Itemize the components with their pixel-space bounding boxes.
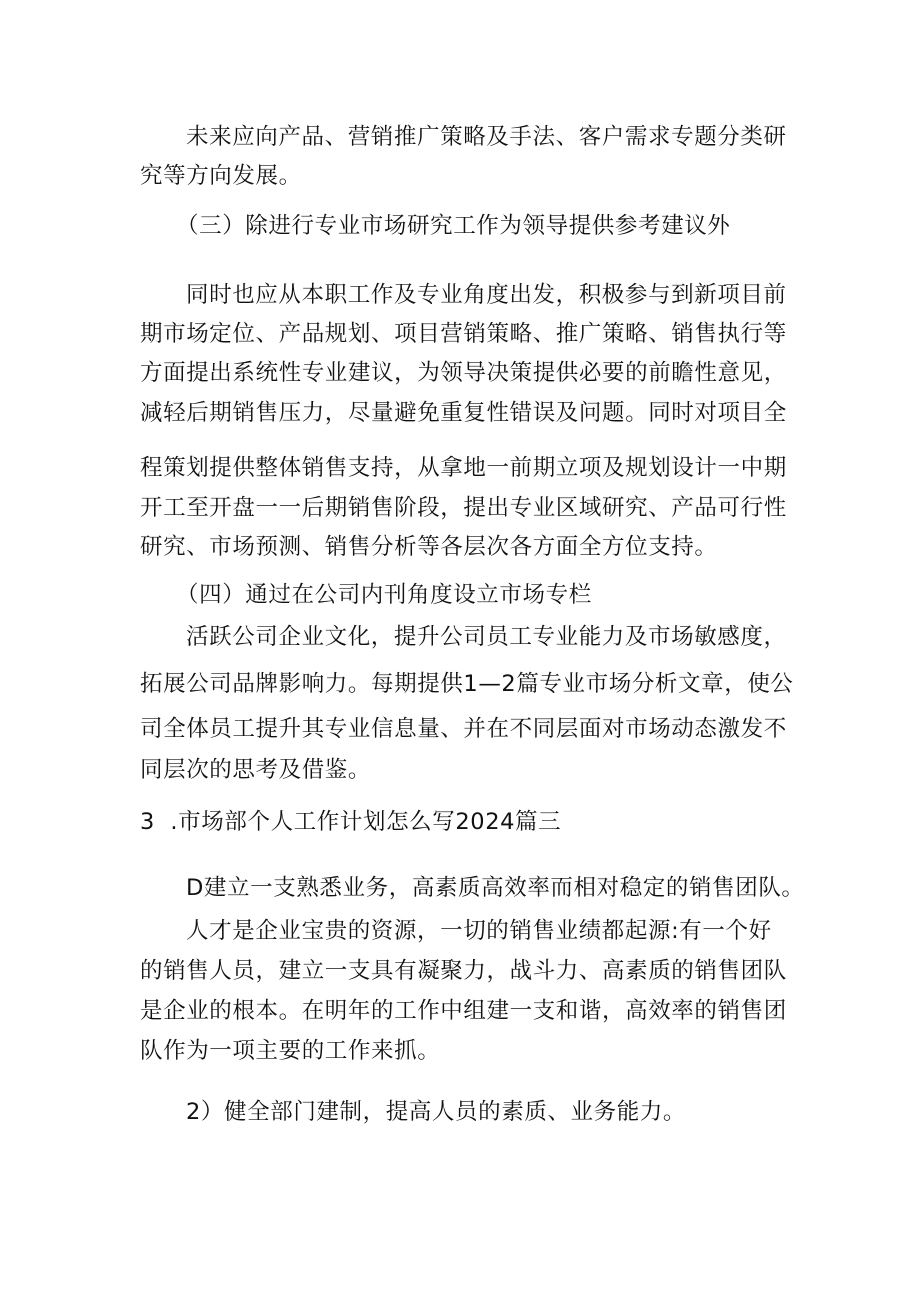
paragraph-line: 活跃公司企业文化，提升公司员工专业能力及市场敏感度， (186, 624, 787, 650)
paragraph-line: 人才是企业宝贵的资源，一切的销售业绩都起源:有一个好 (186, 918, 772, 944)
paragraph-line: 方面提出系统性专业建议，为领导决策提供必要的前瞻性意见， (140, 360, 787, 386)
paragraph-line: 的销售人员，建立一支具有凝聚力，战斗力、高素质的销售团队 (140, 958, 787, 984)
paragraph-line: 未来应向产品、营销推广策略及手法、客户需求专题分类研 (186, 124, 787, 150)
paragraph-line: 队作为一项主要的工作来抓。 (140, 1038, 441, 1064)
paragraph-line: 开工至开盘一一后期销售阶段，提出专业区域研究、产品可行性 (140, 495, 787, 521)
paragraph-line: 程策划提供整体销售支持，从拿地一前期立项及规划设计一中期 (140, 455, 787, 481)
chapter-heading: 3 .市场部个人工作计划怎么写2024篇三 (140, 809, 562, 835)
section-heading: （三）除进行专业市场研究工作为领导提供参考建议外 (176, 213, 731, 239)
paragraph-line: 研究、市场预测、销售分析等各层次各方面全方位支持。 (140, 534, 718, 560)
paragraph-line: 同时也应从本职工作及专业角度出发，积极参与到新项目前 (186, 282, 787, 308)
paragraph-line: 2）健全部门建制，提高人员的素质、业务能力。 (186, 1099, 687, 1125)
paragraph-line: 期市场定位、产品规划、项目营销策略、推广策略、销售执行等 (140, 321, 787, 347)
paragraph-line: 是企业的根本。在明年的工作中组建一支和谐，高效率的销售团 (140, 998, 787, 1024)
section-heading: （四）通过在公司内刊角度设立市场专栏 (176, 582, 592, 608)
paragraph-line: 司全体员工提升其专业信息量、并在不同层面对市场动态激发不 (140, 716, 787, 742)
paragraph-line: 究等方向发展。 (140, 163, 302, 189)
paragraph-line: 减轻后期销售压力，尽量避免重复性错误及问题。同时对项目全 (140, 400, 787, 426)
paragraph-line: 同层次的思考及借鉴。 (140, 757, 372, 783)
paragraph-line: D建立一支熟悉业务，高素质高效率而相对稳定的销售团队。 (186, 875, 805, 901)
paragraph-line: 拓展公司品牌影响力。每期提供1—2篇专业市场分析文章，使公 (140, 671, 794, 697)
